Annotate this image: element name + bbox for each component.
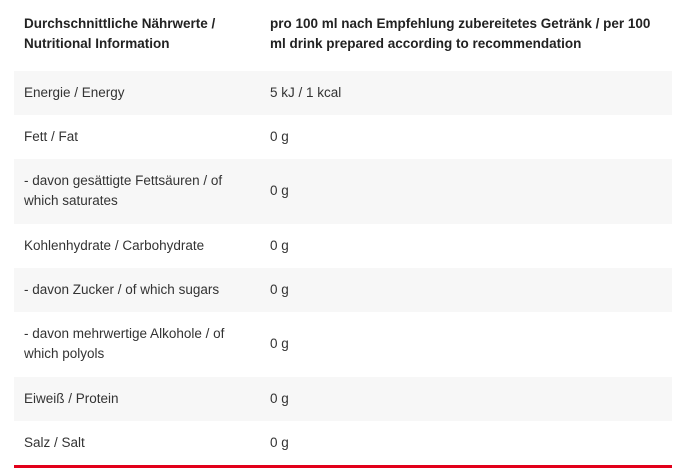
table-row: [14, 71, 672, 115]
row-label: Kohlenhydrate / Carbohydrate: [24, 237, 205, 253]
table-header: [14, 0, 672, 71]
row-value: 0 g: [270, 336, 289, 352]
row-label: - davon mehrwertige Alkohole / of which polyols: [24, 326, 225, 362]
row-label: Salz / Salt: [24, 434, 85, 450]
row-value: 0 g: [270, 237, 289, 253]
row-label: - davon gesättigte Fettsäuren / of which saturates: [24, 173, 223, 209]
row-value: 5 kJ / 1 kcal: [270, 84, 342, 100]
table-row: [14, 224, 672, 268]
row-label: Fett / Fat: [24, 128, 79, 144]
table-header-row: [14, 0, 672, 71]
row-label: - davon Zucker / of which sugars: [24, 281, 220, 297]
nutrition-table: [14, 0, 672, 465]
table-row: [14, 421, 672, 465]
row-label: Energie / Energy: [24, 84, 125, 100]
column-header-amount: pro 100 ml nach Empfehlung zubereitetes Getränk / per 100 ml drink prepared according to recommendation: [270, 16, 651, 52]
table-body: [14, 71, 672, 466]
table-row: [14, 159, 672, 224]
row-value: 0 g: [270, 434, 289, 450]
table-row: [14, 115, 672, 159]
row-label: Eiweiß / Protein: [24, 390, 119, 406]
row-value: 0 g: [270, 128, 289, 144]
column-header-nutrient: Durchschnittliche Nährwerte / Nutritional Information: [24, 16, 216, 52]
table-row: [14, 268, 672, 312]
table-row: [14, 377, 672, 421]
row-value: 0 g: [270, 390, 289, 406]
row-value: 0 g: [270, 183, 289, 199]
row-value: 0 g: [270, 281, 289, 297]
table-row: [14, 312, 672, 377]
